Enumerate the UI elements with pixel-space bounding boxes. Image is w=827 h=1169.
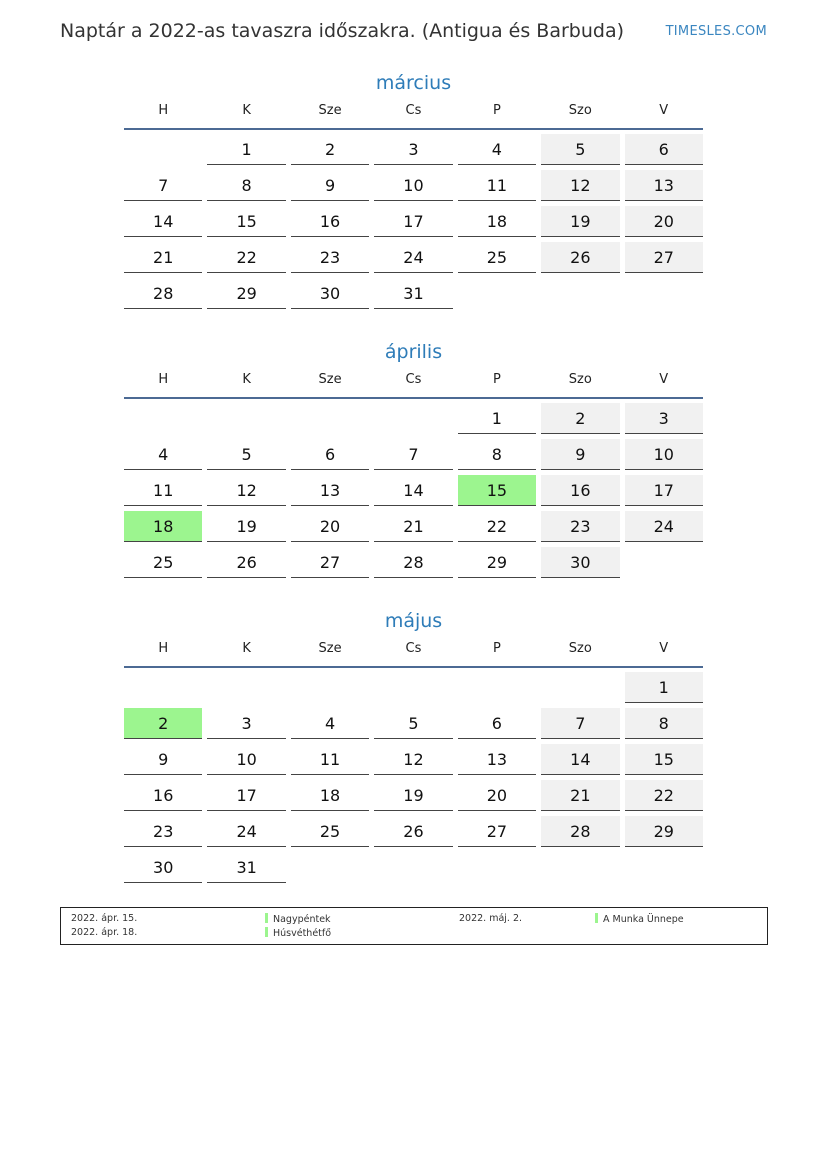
empty-cell xyxy=(207,672,285,703)
day-cell: 7 xyxy=(374,439,452,470)
day-cell: 24 xyxy=(207,816,285,847)
day-cell: 7 xyxy=(124,170,202,201)
month-name: március xyxy=(375,72,452,94)
day-cell: 16 xyxy=(541,475,619,506)
day-cell: 16 xyxy=(124,780,202,811)
day-cell: 10 xyxy=(207,744,285,775)
weekday-label: V xyxy=(659,372,669,387)
legend-holiday: Húsvéthétfő xyxy=(265,927,331,939)
day-cell: 11 xyxy=(458,170,536,201)
day-cell: 20 xyxy=(291,511,369,542)
holiday-day-cell: 18 xyxy=(124,511,202,542)
day-cell: 5 xyxy=(374,708,452,739)
day-cell: 28 xyxy=(374,547,452,578)
day-cell: 20 xyxy=(625,206,703,237)
empty-cell xyxy=(124,672,202,703)
day-cell: 9 xyxy=(291,170,369,201)
day-cell: 13 xyxy=(291,475,369,506)
day-cell: 11 xyxy=(124,475,202,506)
day-cell: 21 xyxy=(124,242,202,273)
day-cell: 6 xyxy=(291,439,369,470)
day-cell: 30 xyxy=(541,547,619,578)
empty-cell xyxy=(374,403,452,434)
day-cell: 29 xyxy=(207,278,285,309)
day-cell: 23 xyxy=(124,816,202,847)
empty-cell xyxy=(458,672,536,703)
month-name: április xyxy=(384,341,443,363)
day-cell: 14 xyxy=(124,206,202,237)
day-cell: 11 xyxy=(291,744,369,775)
day-cell: 21 xyxy=(374,511,452,542)
weekday-label: Sze xyxy=(318,641,342,656)
day-grid xyxy=(124,403,703,583)
day-cell: 1 xyxy=(458,403,536,434)
day-cell: 2 xyxy=(541,403,619,434)
day-cell: 22 xyxy=(207,242,285,273)
day-cell: 19 xyxy=(541,206,619,237)
day-cell: 3 xyxy=(374,134,452,165)
day-cell: 21 xyxy=(541,780,619,811)
legend-date: 2022. ápr. 18. xyxy=(71,927,138,938)
day-cell: 26 xyxy=(541,242,619,273)
day-cell: 13 xyxy=(625,170,703,201)
brand-link[interactable]: TIMESLES.COM xyxy=(665,24,767,39)
weekday-header xyxy=(124,100,703,130)
weekday-header xyxy=(124,369,703,399)
holiday-color-marker xyxy=(595,913,598,923)
holiday-color-marker xyxy=(265,927,268,937)
day-cell: 20 xyxy=(458,780,536,811)
day-cell: 14 xyxy=(541,744,619,775)
weekday-header xyxy=(124,638,703,668)
day-cell: 17 xyxy=(374,206,452,237)
day-cell: 8 xyxy=(458,439,536,470)
day-grid xyxy=(124,672,703,888)
day-cell: 6 xyxy=(458,708,536,739)
empty-cell xyxy=(291,672,369,703)
day-cell: 18 xyxy=(291,780,369,811)
day-cell: 26 xyxy=(374,816,452,847)
weekday-label: Cs xyxy=(405,641,422,656)
day-cell: 25 xyxy=(124,547,202,578)
weekday-label: Cs xyxy=(405,103,422,118)
day-cell: 25 xyxy=(458,242,536,273)
day-cell: 9 xyxy=(124,744,202,775)
day-cell: 25 xyxy=(291,816,369,847)
day-cell: 30 xyxy=(291,278,369,309)
holiday-day-cell: 2 xyxy=(124,708,202,739)
weekday-label: K xyxy=(242,641,251,656)
day-cell: 9 xyxy=(541,439,619,470)
day-cell: 16 xyxy=(291,206,369,237)
day-cell: 31 xyxy=(374,278,452,309)
day-cell: 13 xyxy=(458,744,536,775)
day-cell: 18 xyxy=(458,206,536,237)
day-cell: 5 xyxy=(541,134,619,165)
month-march xyxy=(124,68,703,314)
day-cell: 1 xyxy=(625,672,703,703)
day-cell: 14 xyxy=(374,475,452,506)
day-grid xyxy=(124,134,703,314)
month-april xyxy=(124,337,703,583)
weekday-label: K xyxy=(242,103,251,118)
empty-cell xyxy=(124,403,202,434)
day-cell: 12 xyxy=(374,744,452,775)
weekday-label: Szo xyxy=(568,641,592,656)
day-cell: 10 xyxy=(374,170,452,201)
day-cell: 4 xyxy=(124,439,202,470)
weekday-label: Sze xyxy=(318,103,342,118)
day-cell: 6 xyxy=(625,134,703,165)
day-cell: 12 xyxy=(541,170,619,201)
day-cell: 23 xyxy=(541,511,619,542)
day-cell: 19 xyxy=(374,780,452,811)
weekday-label: Szo xyxy=(568,372,592,387)
day-cell: 3 xyxy=(207,708,285,739)
day-cell: 15 xyxy=(207,206,285,237)
empty-cell xyxy=(374,672,452,703)
day-cell: 28 xyxy=(124,278,202,309)
legend-holiday: Nagypéntek xyxy=(265,913,331,925)
day-cell: 12 xyxy=(207,475,285,506)
day-cell: 22 xyxy=(625,780,703,811)
weekday-label: P xyxy=(492,372,501,387)
holiday-legend xyxy=(60,907,768,945)
weekday-label: P xyxy=(492,641,501,656)
day-cell: 5 xyxy=(207,439,285,470)
holiday-color-marker xyxy=(265,913,268,923)
weekday-label: K xyxy=(242,372,251,387)
day-cell: 29 xyxy=(458,547,536,578)
day-cell: 22 xyxy=(458,511,536,542)
weekday-label: V xyxy=(659,103,669,118)
day-cell: 24 xyxy=(625,511,703,542)
day-cell: 10 xyxy=(625,439,703,470)
day-cell: 15 xyxy=(625,744,703,775)
empty-cell xyxy=(124,134,202,165)
day-cell: 27 xyxy=(291,547,369,578)
day-cell: 30 xyxy=(124,852,202,883)
page-title: Naptár a 2022-as tavaszra időszakra. (Antigua és Barbuda) xyxy=(60,20,624,42)
day-cell: 27 xyxy=(458,816,536,847)
day-cell: 31 xyxy=(207,852,285,883)
month-name: május xyxy=(384,610,443,632)
legend-holiday: A Munka Ünnepe xyxy=(595,913,684,925)
empty-cell xyxy=(291,403,369,434)
legend-date: 2022. máj. 2. xyxy=(459,913,523,924)
day-cell: 23 xyxy=(291,242,369,273)
day-cell: 7 xyxy=(541,708,619,739)
empty-cell xyxy=(541,672,619,703)
day-cell: 29 xyxy=(625,816,703,847)
empty-cell xyxy=(207,403,285,434)
weekday-label: Cs xyxy=(405,372,422,387)
weekday-label: P xyxy=(492,103,501,118)
day-cell: 4 xyxy=(458,134,536,165)
day-cell: 8 xyxy=(625,708,703,739)
day-cell: 28 xyxy=(541,816,619,847)
weekday-label: Szo xyxy=(568,103,592,118)
day-cell: 27 xyxy=(625,242,703,273)
weekday-label: H xyxy=(158,641,169,656)
day-cell: 17 xyxy=(207,780,285,811)
month-may xyxy=(124,606,703,888)
day-cell: 19 xyxy=(207,511,285,542)
weekday-label: Sze xyxy=(318,372,342,387)
holiday-day-cell: 15 xyxy=(458,475,536,506)
day-cell: 8 xyxy=(207,170,285,201)
weekday-label: H xyxy=(158,103,169,118)
day-cell: 24 xyxy=(374,242,452,273)
day-cell: 3 xyxy=(625,403,703,434)
legend-date: 2022. ápr. 15. xyxy=(71,913,138,924)
day-cell: 26 xyxy=(207,547,285,578)
weekday-label: H xyxy=(158,372,169,387)
day-cell: 17 xyxy=(625,475,703,506)
day-cell: 1 xyxy=(207,134,285,165)
day-cell: 2 xyxy=(291,134,369,165)
day-cell: 4 xyxy=(291,708,369,739)
weekday-label: V xyxy=(659,641,669,656)
